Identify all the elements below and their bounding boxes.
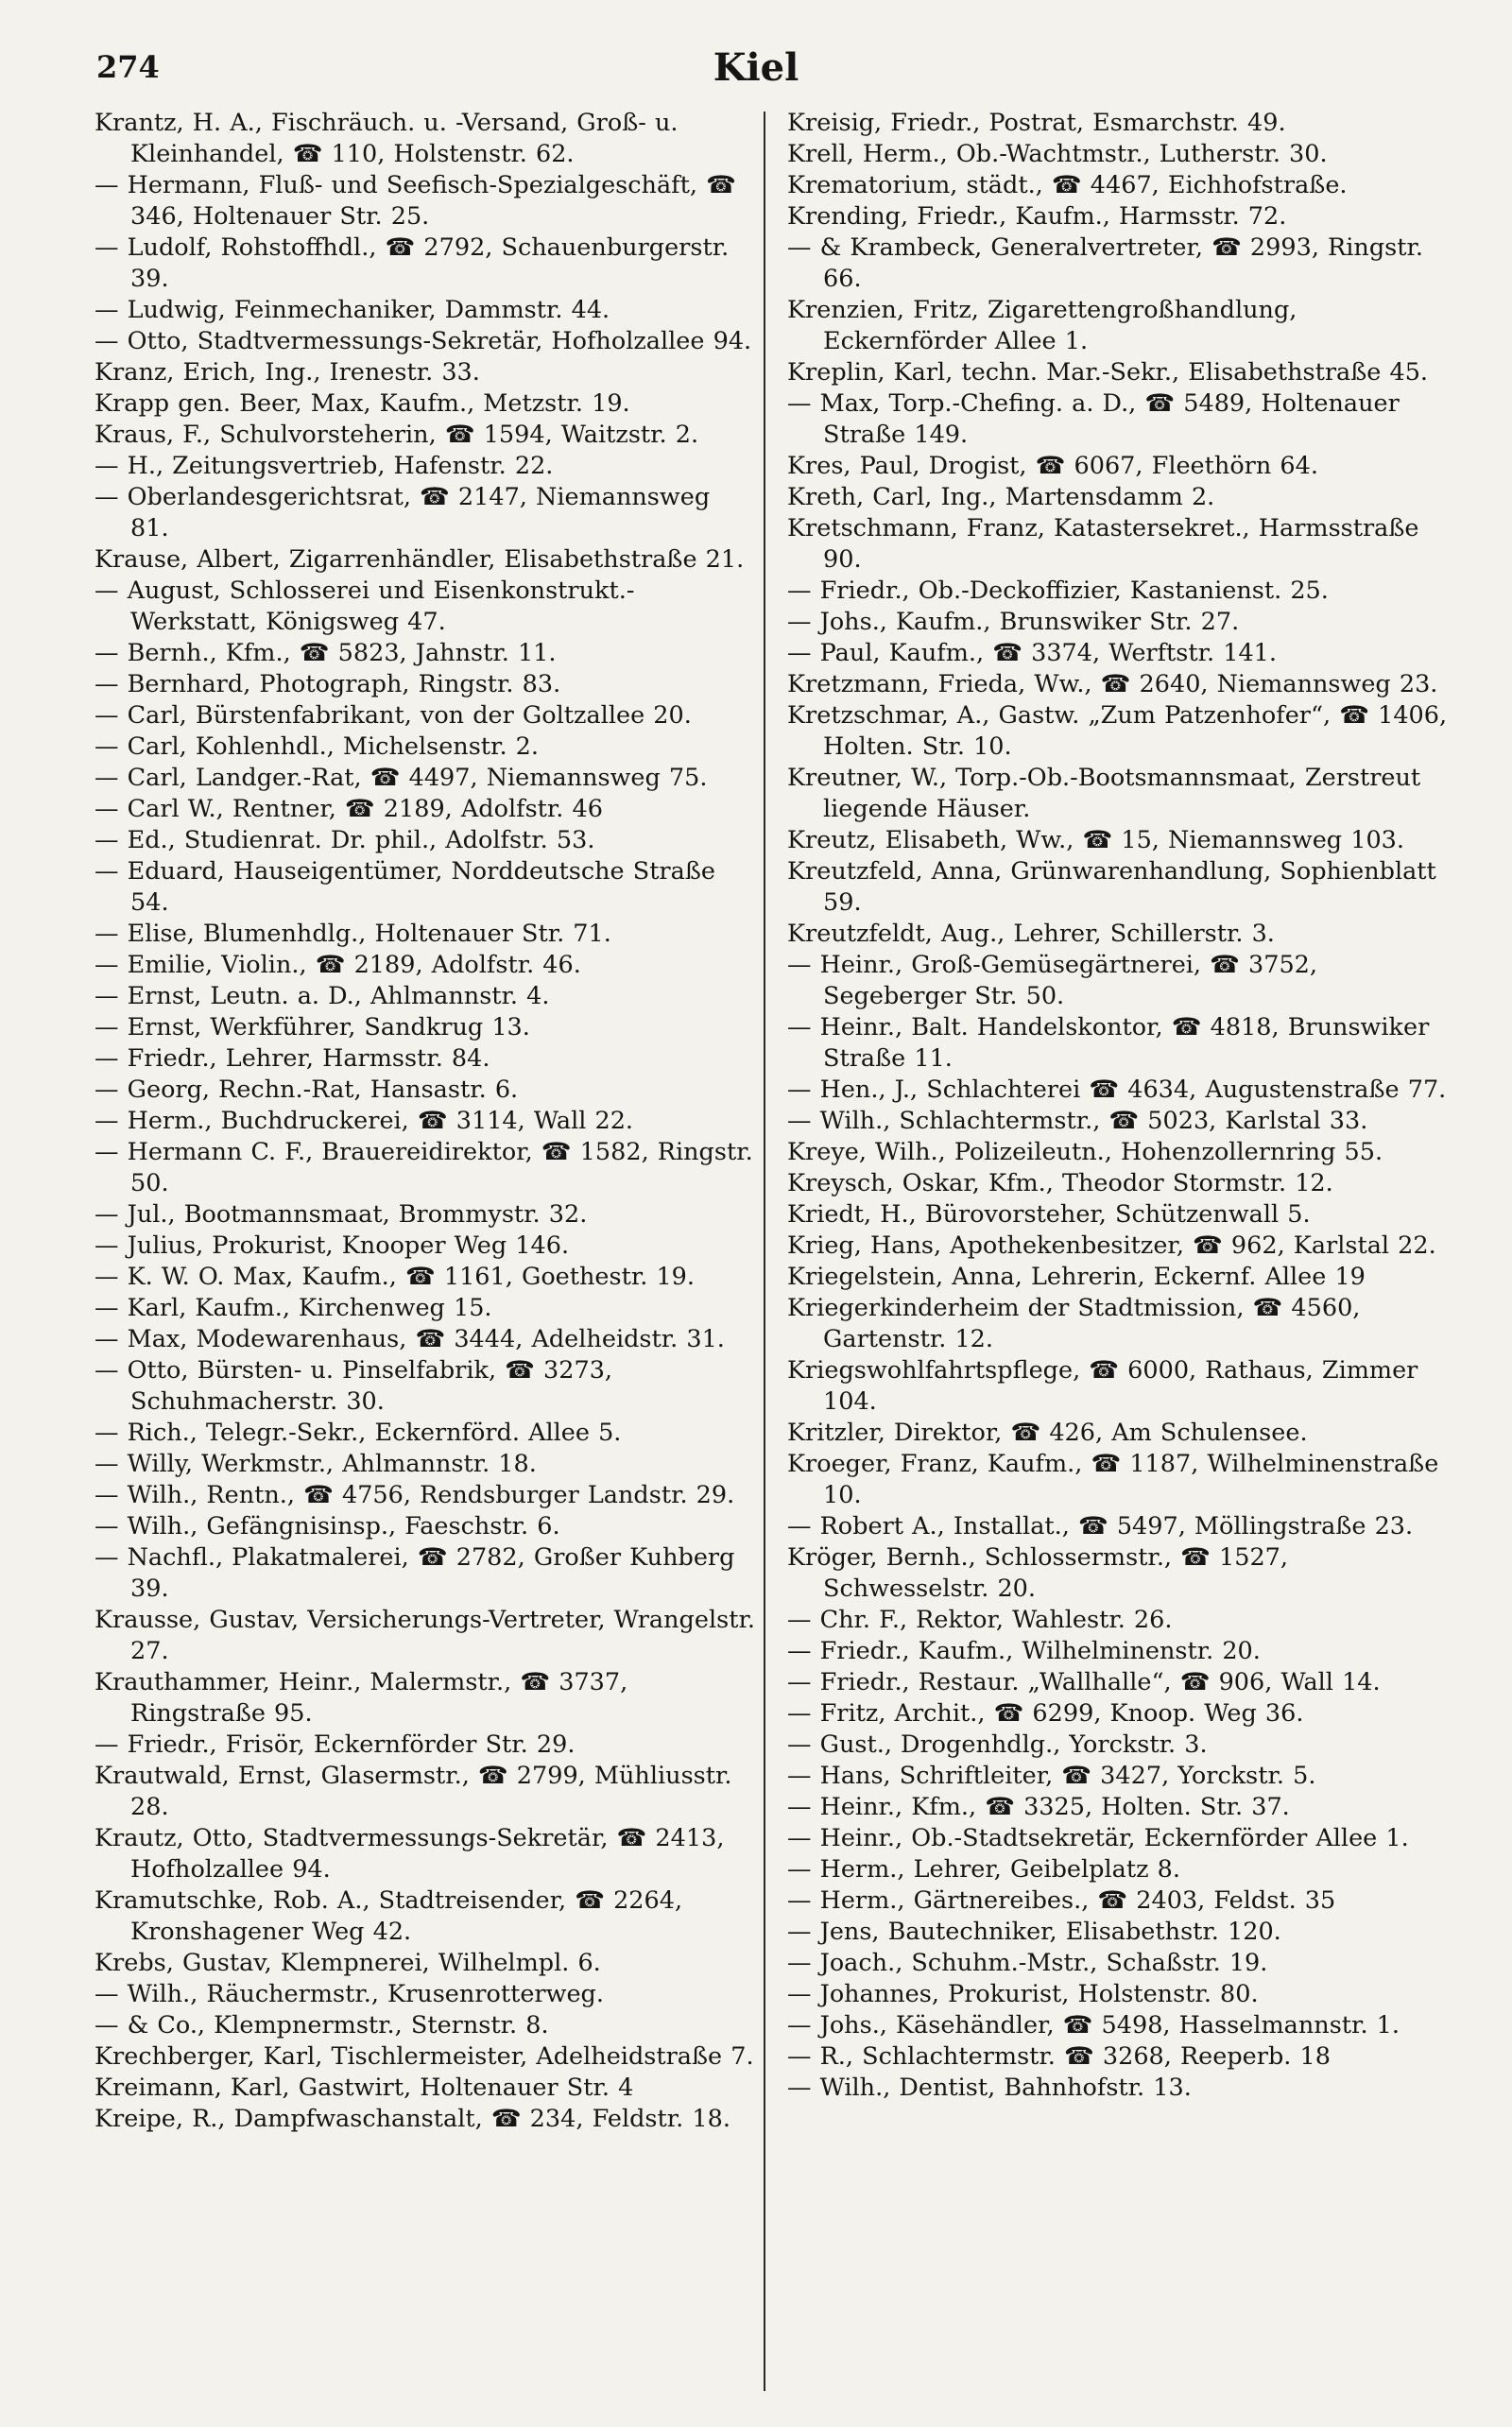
left-column	[94, 108, 756, 2135]
directory-entry: — Ludolf, Rohstoffhdl., ☎ 2792, Schauenburgerstr. 39.	[94, 233, 730, 293]
directory-entry: — Herm., Gärtnereibes., ☎ 2403, Feldst. 35	[787, 1886, 1336, 1915]
city-title: Kiel	[713, 45, 799, 90]
directory-entry: Krending, Friedr., Kaufm., Harmsstr. 72.	[787, 202, 1287, 231]
directory-entry: Krause, Albert, Zigarrenhändler, Elisabethstraße 21.	[94, 545, 745, 574]
directory-entry: — Jens, Bautechniker, Elisabethstr. 120.	[787, 1918, 1281, 1946]
directory-entry: — Oberlandesgerichtsrat, ☎ 2147, Niemannsweg 81.	[94, 483, 711, 542]
directory-entry: — Ed., Studienrat. Dr. phil., Adolfstr. 53.	[94, 826, 595, 854]
directory-entry: — Otto, Bürsten- u. Pinselfabrik, ☎ 3273, Schuhmacherstr. 30.	[94, 1356, 613, 1416]
directory-entry: — Hermann, Fluß- und Seefisch-Spezialgeschäft, ☎ 346, Holtenauer Str. 25.	[94, 171, 736, 231]
directory-entry: — Johs., Käsehändler, ☎ 5498, Hasselmannstr. 1.	[787, 2011, 1400, 2040]
directory-entry: — Friedr., Kaufm., Wilhelminenstr. 20.	[787, 1637, 1261, 1665]
directory-entry: Krautwald, Ernst, Glasermstr., ☎ 2799, Mühliusstr. 28.	[94, 1762, 732, 1821]
directory-entry: Kriegerkinderheim der Stadtmission, ☎ 4560, Gartenstr. 12.	[787, 1294, 1361, 1353]
directory-entry: — Karl, Kaufm., Kirchenweg 15.	[94, 1294, 492, 1322]
directory-entry: Kriedt, H., Bürovorsteher, Schützenwall 5.	[787, 1200, 1311, 1229]
directory-entry: Krenzien, Fritz, Zigarettengroßhandlung, Eckernförder Allee 1.	[787, 296, 1297, 355]
directory-entry: Kramutschke, Rob. A., Stadtreisender, ☎ 2264, Kronshagener Weg 42.	[94, 1886, 683, 1946]
page-number: 274	[96, 49, 160, 85]
directory-entry: — Robert A., Installat., ☎ 5497, Möllingstraße 23.	[787, 1512, 1414, 1541]
directory-entry: — Ludwig, Feinmechaniker, Dammstr. 44.	[94, 296, 610, 324]
right-column	[787, 108, 1449, 2104]
directory-entry: — Herm., Buchdruckerei, ☎ 3114, Wall 22.	[94, 1107, 634, 1135]
column-divider	[764, 112, 765, 2391]
directory-entry: — Hans, Schriftleiter, ☎ 3427, Yorckstr. 5.	[787, 1762, 1316, 1790]
directory-entry: — Johs., Kaufm., Brunswiker Str. 27.	[787, 608, 1240, 636]
directory-entry: Krautz, Otto, Stadtvermessungs-Sekretär, ☎ 2413, Hofholzallee 94.	[94, 1824, 725, 1884]
directory-entry: — Joach., Schuhm.-Mstr., Schaßstr. 19.	[787, 1949, 1268, 1977]
directory-entry: — Willy, Werkmstr., Ahlmannstr. 18.	[94, 1450, 537, 1478]
directory-entry: — Hermann C. F., Brauereidirektor, ☎ 1582, Ringstr. 50.	[94, 1138, 753, 1197]
directory-entry: — Julius, Prokurist, Knooper Weg 146.	[94, 1231, 570, 1260]
directory-entry: — Paul, Kaufm., ☎ 3374, Werftstr. 141.	[787, 639, 1278, 667]
directory-entry: — Carl W., Rentner, ☎ 2189, Adolfstr. 46	[94, 795, 603, 823]
directory-entry: — Ernst, Leutn. a. D., Ahlmannstr. 4.	[94, 982, 550, 1010]
directory-entry: Kretzmann, Frieda, Ww., ☎ 2640, Niemannsweg 23.	[787, 670, 1438, 698]
directory-entry: — Nachfl., Plakatmalerei, ☎ 2782, Großer Kuhberg 39.	[94, 1543, 735, 1603]
directory-entry: — Wilh., Dentist, Bahnhofstr. 13.	[787, 2074, 1192, 2102]
directory-entry: — Chr. F., Rektor, Wahlestr. 26.	[787, 1606, 1173, 1634]
directory-entry: Krieg, Hans, Apothekenbesitzer, ☎ 962, Karlstal 22.	[787, 1231, 1436, 1260]
directory-entry: Kreutzfeldt, Aug., Lehrer, Schillerstr. 3.	[787, 920, 1275, 948]
directory-entry: Krausse, Gustav, Versicherungs-Vertreter, Wrangelstr. 27.	[94, 1606, 755, 1665]
directory-entry: Kranz, Erich, Ing., Irenestr. 33.	[94, 358, 480, 387]
directory-entry: Kres, Paul, Drogist, ☎ 6067, Fleethörn 64.	[787, 452, 1318, 480]
directory-entry: Kreutz, Elisabeth, Ww., ☎ 15, Niemannsweg 103.	[787, 826, 1405, 854]
directory-entry: Kriegelstein, Anna, Lehrerin, Eckernf. Allee 19	[787, 1263, 1366, 1291]
directory-entry: — Eduard, Hauseigentümer, Norddeutsche Straße 54.	[94, 857, 715, 917]
page-header	[0, 43, 1512, 100]
directory-entry: Krebs, Gustav, Klempnerei, Wilhelmpl. 6.	[94, 1949, 601, 1977]
directory-entry: — Bernhard, Photograph, Ringstr. 83.	[94, 670, 561, 698]
directory-entry: Kreipe, R., Dampfwaschanstalt, ☎ 234, Feldstr. 18.	[94, 2105, 730, 2133]
directory-entry: Kroeger, Franz, Kaufm., ☎ 1187, Wilhelminenstraße 10.	[787, 1450, 1439, 1509]
directory-entry: — Georg, Rechn.-Rat, Hansastr. 6.	[94, 1076, 519, 1104]
directory-entry: — Max, Torp.-Chefing. a. D., ☎ 5489, Holtenauer Straße 149.	[787, 389, 1400, 449]
directory-entry: — Carl, Kohlenhdl., Michelsenstr. 2.	[94, 732, 539, 761]
directory-entry: — Jul., Bootmannsmaat, Brommystr. 32.	[94, 1200, 588, 1229]
directory-entry: Krechberger, Karl, Tischlermeister, Adelheidstraße 7.	[94, 2042, 754, 2071]
directory-entry: — Carl, Bürstenfabrikant, von der Goltzallee 20.	[94, 701, 692, 730]
directory-entry: — Wilh., Schlachtermstr., ☎ 5023, Karlstal 33.	[787, 1107, 1368, 1135]
directory-entry: Kreplin, Karl, techn. Mar.-Sekr., Elisabethstraße 45.	[787, 358, 1429, 387]
directory-entry: Krantz, H. A., Fischräuch. u. -Versand, Groß- u. Kleinhandel, ☎ 110, Holstenstr. 62.	[94, 109, 679, 168]
directory-entry: Krauthammer, Heinr., Malermstr., ☎ 3737, Ringstraße 95.	[94, 1668, 628, 1728]
directory-entry: Krell, Herm., Ob.-Wachtmstr., Lutherstr. 30.	[787, 140, 1328, 168]
directory-entry: Kreisig, Friedr., Postrat, Esmarchstr. 49.	[787, 109, 1286, 137]
directory-entry: Kraus, F., Schulvorsteherin, ☎ 1594, Waitzstr. 2.	[94, 421, 699, 449]
directory-entry: — Friedr., Ob.-Deckoffizier, Kastanienst. 25.	[787, 577, 1329, 605]
directory-entry: Krematorium, städt., ☎ 4467, Eichhofstraße.	[787, 171, 1348, 199]
directory-entry: — Rich., Telegr.-Sekr., Eckernförd. Allee 5.	[94, 1419, 622, 1447]
directory-entry: Kretschmann, Franz, Katastersekret., Harmsstraße 90.	[787, 514, 1419, 574]
directory-entry: — Emilie, Violin., ☎ 2189, Adolfstr. 46.	[94, 951, 581, 979]
directory-entry: Kreye, Wilh., Polizeileutn., Hohenzollernring 55.	[787, 1138, 1383, 1166]
directory-entry: Krapp gen. Beer, Max, Kaufm., Metzstr. 19.	[94, 389, 630, 418]
directory-entry: — Fritz, Archit., ☎ 6299, Knoop. Weg 36.	[787, 1699, 1304, 1728]
directory-entry: — Wilh., Rentn., ☎ 4756, Rendsburger Landstr. 29.	[94, 1481, 735, 1509]
directory-entry: — Herm., Lehrer, Geibelplatz 8.	[787, 1855, 1180, 1884]
directory-entry: — Otto, Stadtvermessungs-Sekretär, Hofholzallee 94.	[94, 327, 752, 355]
directory-entry: — & Krambeck, Generalvertreter, ☎ 2993, Ringstr. 66.	[787, 233, 1423, 293]
directory-entry: — Elise, Blumenhdlg., Holtenauer Str. 71.	[94, 920, 611, 948]
directory-entry: — Johannes, Prokurist, Holstenstr. 80.	[787, 1980, 1259, 2008]
directory-entry: — K. W. O. Max, Kaufm., ☎ 1161, Goethestr. 19.	[94, 1263, 696, 1291]
directory-entry: — Ernst, Werkführer, Sandkrug 13.	[94, 1013, 530, 1041]
directory-entry: — Gust., Drogenhdlg., Yorckstr. 3.	[787, 1730, 1208, 1759]
directory-entry: Kritzler, Direktor, ☎ 426, Am Schulensee.	[787, 1419, 1308, 1447]
directory-entry: — Heinr., Groß-Gemüsegärtnerei, ☎ 3752, Segeberger Str. 50.	[787, 951, 1318, 1010]
directory-entry: — August, Schlosserei und Eisenkonstrukt.-Werkstatt, Königsweg 47.	[94, 577, 635, 636]
directory-entry: — Hen., J., Schlachterei ☎ 4634, Augustenstraße 77.	[787, 1076, 1447, 1104]
directory-entry: — Friedr., Restaur. „Wallhalle“, ☎ 906, Wall 14.	[787, 1668, 1381, 1696]
directory-entry: — Bernh., Kfm., ☎ 5823, Jahnstr. 11.	[94, 639, 557, 667]
directory-entry: — R., Schlachtermstr. ☎ 3268, Reeperb. 18	[787, 2042, 1331, 2071]
directory-entry: — Friedr., Lehrer, Harmsstr. 84.	[94, 1044, 490, 1073]
directory-entry: — Friedr., Frisör, Eckernförder Str. 29.	[94, 1730, 576, 1759]
directory-entry: — & Co., Klempnermstr., Sternstr. 8.	[94, 2011, 549, 2040]
directory-entry: — Heinr., Ob.-Stadtsekretär, Eckernförder Allee 1.	[787, 1824, 1409, 1852]
directory-entry: Kreutner, W., Torp.-Ob.-Bootsmannsmaat, Zerstreut liegende Häuser.	[787, 764, 1421, 823]
directory-entry: Kriegswohlfahrtspflege, ☎ 6000, Rathaus, Zimmer 104.	[787, 1356, 1418, 1416]
directory-entry: Kretzschmar, A., Gastw. „Zum Patzenhofer“, ☎ 1406, Holten. Str. 10.	[787, 701, 1448, 761]
directory-entry: Kreth, Carl, Ing., Martensdamm 2.	[787, 483, 1215, 511]
directory-entry: — Wilh., Räuchermstr., Krusenrotterweg.	[94, 1980, 604, 2008]
directory-entry: — Heinr., Balt. Handelskontor, ☎ 4818, Brunswiker Straße 11.	[787, 1013, 1430, 1073]
directory-entry: Kreysch, Oskar, Kfm., Theodor Stormstr. 12.	[787, 1169, 1333, 1197]
directory-entry: Kreimann, Karl, Gastwirt, Holtenauer Str. 4	[94, 2074, 634, 2102]
directory-entry: — H., Zeitungsvertrieb, Hafenstr. 22.	[94, 452, 554, 480]
directory-entry: — Carl, Landger.-Rat, ☎ 4497, Niemannsweg 75.	[94, 764, 708, 792]
directory-entry: Kröger, Bernh., Schlossermstr., ☎ 1527, Schwesselstr. 20.	[787, 1543, 1289, 1603]
directory-entry: — Heinr., Kfm., ☎ 3325, Holten. Str. 37.	[787, 1793, 1290, 1821]
directory-entry: — Wilh., Gefängnisinsp., Faeschstr. 6.	[94, 1512, 560, 1541]
directory-entry: — Max, Modewarenhaus, ☎ 3444, Adelheidstr. 31.	[94, 1325, 725, 1353]
directory-entry: Kreutzfeld, Anna, Grünwarenhandlung, Sophienblatt 59.	[787, 857, 1436, 917]
